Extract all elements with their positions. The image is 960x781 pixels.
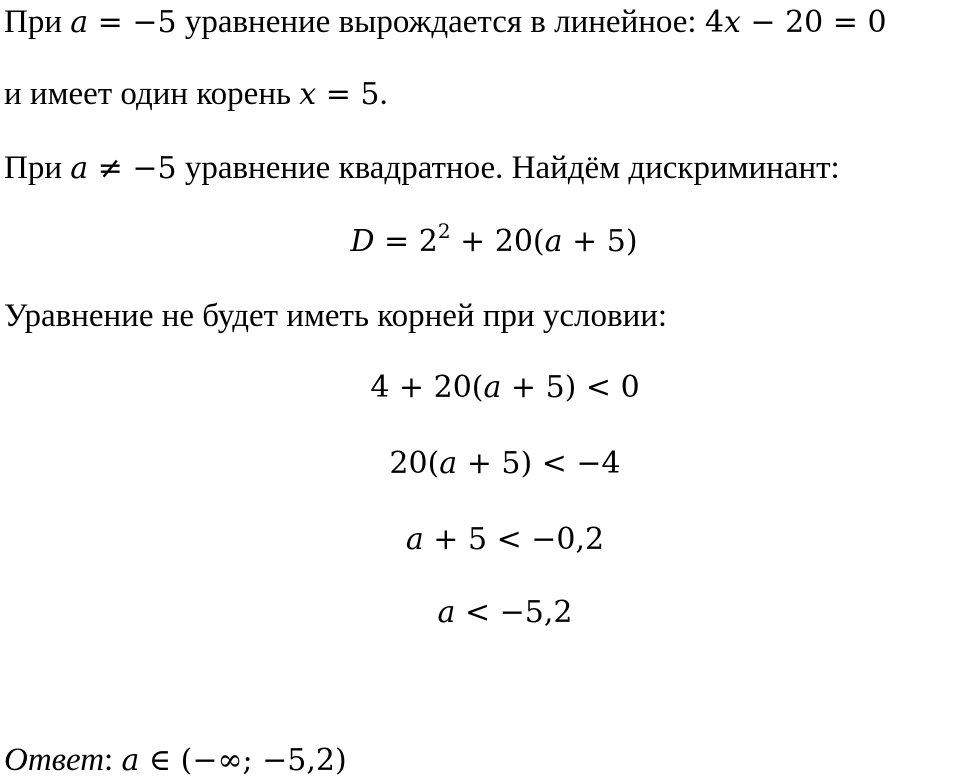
p4-text: Уравнение не будет иметь корней при условии: — [4, 298, 668, 334]
p2-text: и имеет один корень — [4, 76, 300, 112]
p2-end: . — [379, 76, 388, 112]
ineq2-pre: 20( — [389, 446, 440, 481]
p1-linear-equation — [705, 5, 887, 40]
inequality-2 — [0, 444, 960, 484]
paragraph-no-roots-condition — [4, 296, 667, 336]
discriminant-equation — [0, 219, 960, 262]
answer-expression — [121, 743, 346, 778]
p1-eq-var: x — [723, 5, 741, 40]
ineq1-pre: 4 + 20( — [370, 370, 484, 405]
p2-root — [299, 77, 379, 112]
ineq2-var: a — [439, 446, 458, 481]
p2-root-rest: = 5 — [316, 77, 380, 112]
inequality-1 — [0, 368, 960, 408]
p3-condition-var: a — [70, 151, 89, 186]
p1-eq-rest: − 20 = 0 — [740, 5, 887, 40]
ineq2-post: + 5) < −4 — [457, 446, 621, 481]
discriminant-symbol: D — [350, 224, 375, 259]
ineq3-var: a — [405, 522, 424, 557]
p3-condition — [70, 151, 176, 186]
inequality-4 — [0, 593, 960, 633]
ineq4-post: < −5,2 — [455, 595, 573, 630]
p3-prefix: При — [4, 150, 71, 186]
paragraph-linear-case — [4, 2, 887, 43]
p1-condition-var: a — [70, 5, 89, 40]
ineq3-post: + 5 < −0,2 — [423, 522, 605, 557]
p2-root-var: x — [299, 77, 317, 112]
discriminant-exponent: 2 — [437, 219, 451, 243]
p3-text: уравнение квадратное. Найдём дискриминант: — [176, 150, 840, 186]
p1-condition — [70, 5, 176, 40]
answer-interval: ∈ (−∞; −5,2) — [139, 743, 347, 778]
ineq1-post: + 5) < 0 — [501, 370, 640, 405]
discriminant-part3: + 5) — [562, 224, 638, 259]
inequality-3 — [0, 520, 960, 560]
discriminant-part1: = 2 — [374, 224, 438, 259]
answer-colon: : — [104, 742, 122, 778]
discriminant-part2: + 20( — [450, 224, 545, 259]
paragraph-quadratic-case — [4, 148, 840, 189]
answer-line — [4, 740, 347, 781]
answer-var: a — [121, 743, 140, 778]
discriminant-var: a — [544, 224, 563, 259]
ineq4-var: a — [437, 595, 456, 630]
p3-condition-rest: ≠ −5 — [88, 151, 177, 186]
p1-eq-coef: 4 — [704, 5, 724, 40]
ineq1-var: a — [483, 370, 502, 405]
paragraph-one-root — [4, 74, 388, 115]
p1-prefix: При — [4, 4, 71, 40]
answer-label: Ответ — [4, 742, 105, 778]
p1-condition-rest: = −5 — [88, 5, 177, 40]
p1-text: уравнение вырождается в линейное: — [176, 4, 705, 40]
